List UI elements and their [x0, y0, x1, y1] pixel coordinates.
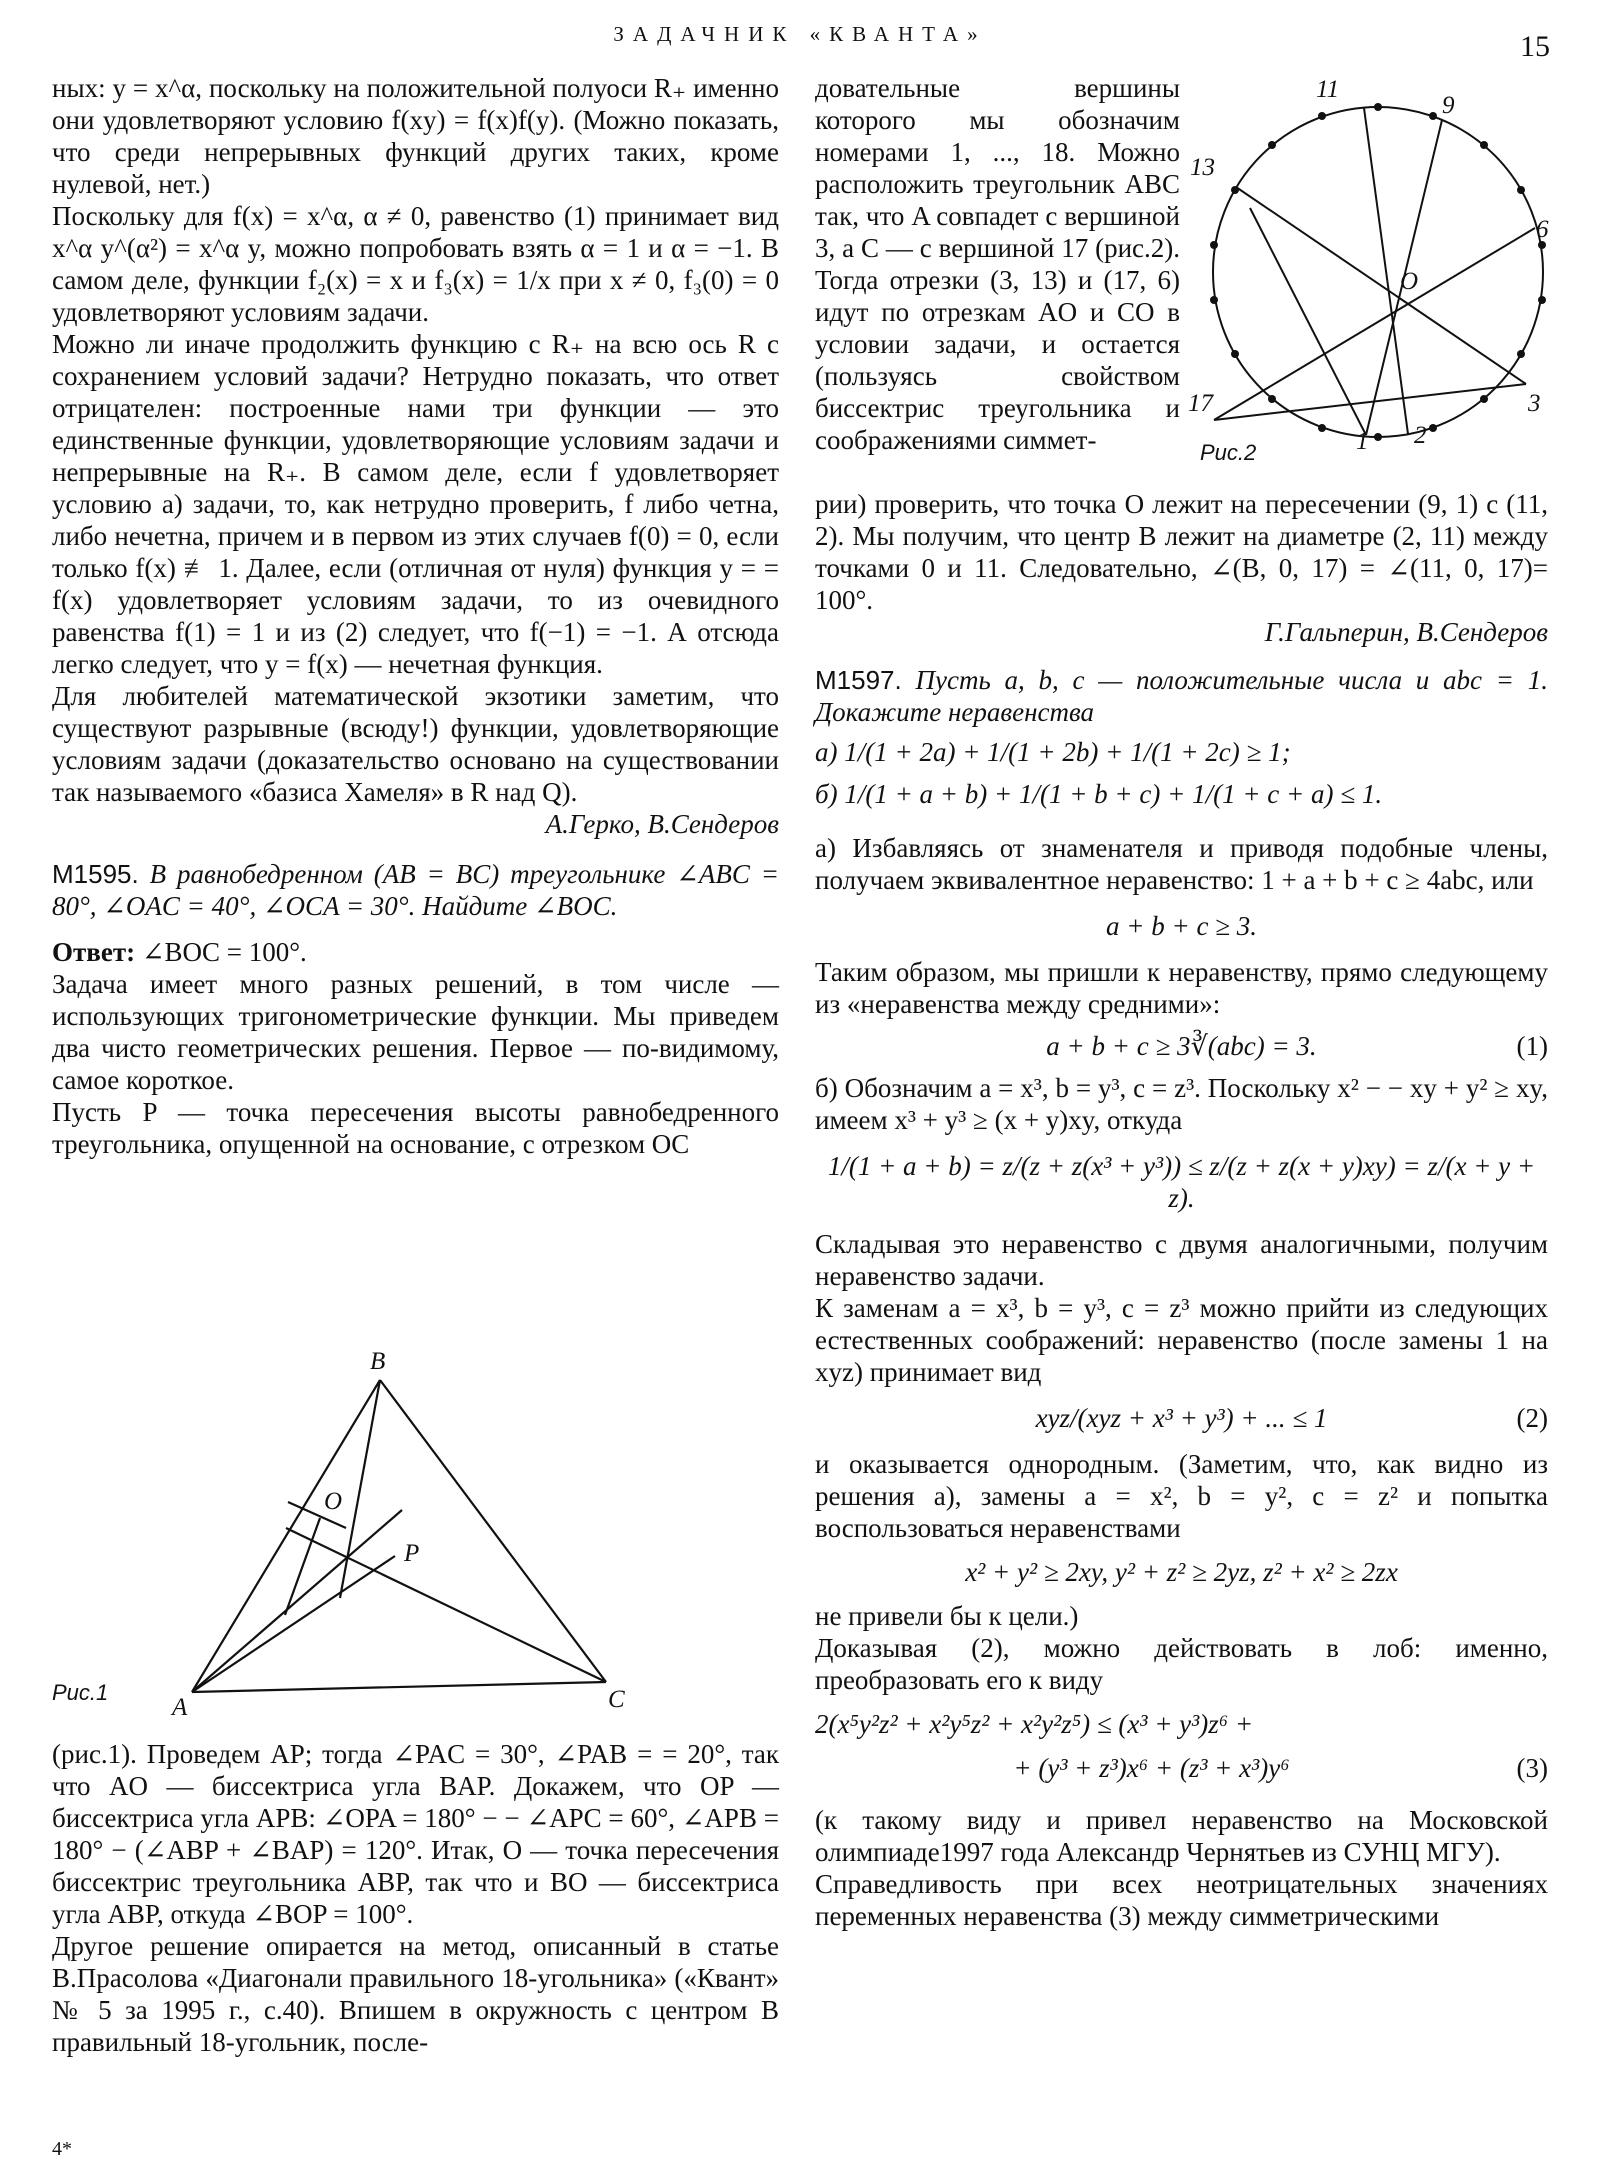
page-number: 15 [1520, 30, 1550, 63]
vertex-label-2: 2 [1414, 422, 1427, 449]
figure-caption: Рис.2 [1200, 440, 1257, 465]
equation-2 [815, 1402, 1548, 1434]
vertex-label-13: 13 [1190, 154, 1215, 181]
paragraph: не привели бы к цели.) [815, 1601, 1079, 1631]
left-column [52, 72, 779, 1160]
inequality-b: б) 1/(1 + a + b) + 1/(1 + b + c) + 1/(1 + c + a) ≤ 1. [815, 779, 1383, 809]
author-signature: Г.Гальперин, В.Сендеров [1264, 617, 1548, 647]
answer-line [52, 936, 779, 968]
vertex-label-11: 11 [1316, 76, 1340, 103]
paragraph: (к такому виду и привел неравенство на Московской олимпиаде1997 года Александр Чернятьев из СУНЦ МГУ). [815, 1805, 1548, 1867]
vertex-label-1: 1 [1356, 428, 1369, 455]
label-c: C [608, 1686, 625, 1713]
equation-1 [815, 1030, 1548, 1062]
equation-number: (2) [1516, 1403, 1548, 1433]
paragraph: ных: y = x^α, поскольку на положительной полуоси R₊ именно они удовлетворяют условию f(xy) = f(x)f(y). (Можно показать, что среди непрерывных функций других таких, кроме нулевой, нет.) [52, 73, 779, 199]
figure-2 [1188, 72, 1548, 472]
running-header: ЗАДАЧНИК «КВАНТА» [613, 22, 987, 46]
label-a: A [172, 1694, 188, 1721]
equation-3-line-1: 2(x⁵y²z² + x²y⁵z² + x²y²z⁵) ≤ (x³ + y³)z⁶ + [815, 1709, 1254, 1739]
paragraph: Доказывая (2), можно действовать в лоб: именно, преобразовать его к виду [815, 1633, 1548, 1695]
figure-caption: Рис.1 [52, 1680, 109, 1705]
paragraph: Поскольку для f(x) = x^α, α ≠ 0, равенство (1) принимает вид x^α y^(α²) = x^α y, можно попробовать взять α = 1 и α = −1. В самом деле, функции f₂(x) = x и f₃(x) = 1/x при x ≠ 0, f₃(0) = 0 удовлетворяют условиям задачи. [52, 201, 779, 327]
vertex-label-17: 17 [1188, 390, 1213, 417]
paragraph: Можно ли иначе продолжить функцию с R₊ на всю ось R с сохранением условий задачи? Нетрудно показать, что ответ отрицателен: построенные нами три функции — это единственные функции, удовлетворяющие условиям задачи и непрерывные на R₊. В самом деле, если f удовлетворяет условию а) задачи, то, как нетрудно проверить, f либо четна, либо нечетна, причем и в первом из этих случаев f(0) = 0, если только f(x) ≢ 1. Далее, если (отличная от нуля) функция y = = f(x) удовлетворяет условиям задачи, то из очевидного равенства f(1) = 1 и из (2) следует, что f(−1) = −1. А отсюда легко следует, что y = f(x) — нечетная функция. [52, 329, 779, 679]
problem-statement [52, 858, 779, 922]
equation-number: (1) [1516, 1031, 1548, 1061]
vertex-label-9: 9 [1442, 92, 1455, 119]
label-o: O [324, 1488, 343, 1515]
paragraph: К заменам a = x³, b = y³, c = z³ можно прийти из следующих естественных соображений: неравенство (после замены 1 на xyz) принимает вид [815, 1293, 1548, 1387]
paragraph: Другое решение опирается на метод, описанный в статье В.Прасолова «Диагонали правильного 18-угольника» («Квант» № 5 за 1995 г., с.40). Впишем в окружность с центром B правильный 18-угольник, после- [52, 1931, 779, 2057]
equation-number: (3) [1516, 1753, 1548, 1783]
paragraph: Пусть P — точка пересечения высоты равнобедренного треугольника, опущенной на основание, с отрезком OC [52, 1097, 779, 1159]
footer-signature-mark: 4* [52, 2138, 72, 2160]
paragraph: (рис.1). Проведем AP; тогда ∠PAC = 30°, ∠PAB = = 20°, так что AO — биссектриса угла BAP. Докажем, что OP — биссектриса угла APB: ∠OPA = 180° − − ∠APC = 60°, ∠APB = 180° − (∠ABP + ∠BAP) = 120°. Итак, O — точка пересечения биссектрис треугольника ABP, так что и BO — биссектриса угла ABP, откуда ∠BOP = 100°. [52, 1739, 779, 1929]
answer-label: Ответ: [52, 937, 136, 967]
equation-body: xyz/(xyz + x³ + y³) + ... ≤ 1 [1035, 1403, 1328, 1433]
problem-text: Пусть a, b, c — положительные числа и abc = 1. Докажите неравенства [815, 665, 1548, 727]
paragraph: рии) проверить, что точка O лежит на пересечении (9, 1) с (11, 2). Мы получим, что центр B лежит на диаметре (2, 11) между точками 0 и 11. Следовательно, ∠(B, 0, 17) = ∠(11, 0, 17)= 100°. [815, 489, 1548, 615]
equation: x² + y² ≥ 2xy, y² + z² ≥ 2yz, z² + x² ≥ 2zx [965, 1557, 1398, 1587]
equation-body: + (y³ + z³)x⁶ + (z³ + x³)y⁶ [1013, 1753, 1290, 1783]
paragraph: Задача имеет много разных решений, в том числе — использующих тригонометрические функции. Мы приведем два чисто геометрических решения. Первое — по-видимому, самое короткое. [52, 969, 779, 1095]
right-column-top [815, 72, 1180, 456]
figure-1 [52, 1348, 779, 1721]
paragraph: Складывая это неравенство с двумя аналогичными, получим неравенство задачи. [815, 1229, 1548, 1291]
problem-statement [815, 664, 1548, 728]
problem-text: В равнобедренном (AB = BC) треугольнике ∠ABC = 80°, ∠OAC = 40°, ∠OCA = 30°. Найдите ∠BOC. [52, 859, 779, 921]
right-column [815, 488, 1548, 1932]
answer-value: ∠BOC = 100°. [141, 937, 307, 967]
left-column-continued [52, 1738, 779, 2058]
problem-id: М1597. [815, 665, 902, 695]
paragraph: Справедливость при всех неотрицательных значениях переменных неравенства (3) между симметрическими [815, 1869, 1548, 1931]
vertex-label-6: 6 [1536, 216, 1549, 243]
inequality-a: а) 1/(1 + 2a) + 1/(1 + 2b) + 1/(1 + 2c) ≥ 1; [815, 737, 1291, 767]
problem-id: М1595. [52, 859, 139, 889]
paragraph: Для любителей математической экзотики заметим, что существуют разрывные (всюду!) функции, удовлетворяющие условиям задачи (доказательство основано на существовании так называемого «базиса Хамеля» в R над Q). [52, 681, 779, 807]
vertex-label-3: 3 [1528, 390, 1541, 417]
paragraph: б) Обозначим a = x³, b = y³, c = z³. Поскольку x² − − xy + y² ≥ xy, имеем x³ + y³ ≥ (x + y)xy, откуда [815, 1073, 1548, 1135]
label-b: B [370, 1348, 386, 1375]
equation-3-line-2 [815, 1752, 1548, 1784]
paragraph: Таким образом, мы пришли к неравенству, прямо следующему из «неравенства между средними»: [815, 957, 1548, 1019]
paragraph: довательные вершины которого мы обозначим номерами 1, ..., 18. Можно расположить треугольник ABC так, что A совпадет с вершиной 3, а C — с вершиной 17 (рис.2). Тогда отрезки (3, 13) и (17, 6) идут по отрезкам AO и CO в условии задачи, и остается (пользуясь свойством биссектрис треугольника и соображениями симмет- [815, 73, 1180, 455]
author-signature: А.Герко, В.Сендеров [545, 809, 779, 839]
equation: a + b + c ≥ 3. [1106, 911, 1257, 941]
center-label-o: O [1400, 268, 1419, 295]
equation-body: a + b + c ≥ 3∛(abc) = 3. [1046, 1031, 1317, 1061]
circle-diagram [1188, 72, 1548, 472]
paragraph: а) Избавляясь от знаменателя и приводя подобные члены, получаем эквивалентное неравенство: 1 + a + b + c ≥ 4abc, или [815, 833, 1548, 895]
paragraph: и оказывается однородным. (Заметим, что, как видно из решения а), замены a = x², b = y², c = z² и попытка воспользоваться неравенствами [815, 1449, 1548, 1543]
equation: 1/(1 + a + b) = z/(z + z(x³ + y³)) ≤ z/(z + z(x + y)xy) = z/(x + y + z). [827, 1151, 1536, 1213]
label-p: P [404, 1540, 420, 1567]
